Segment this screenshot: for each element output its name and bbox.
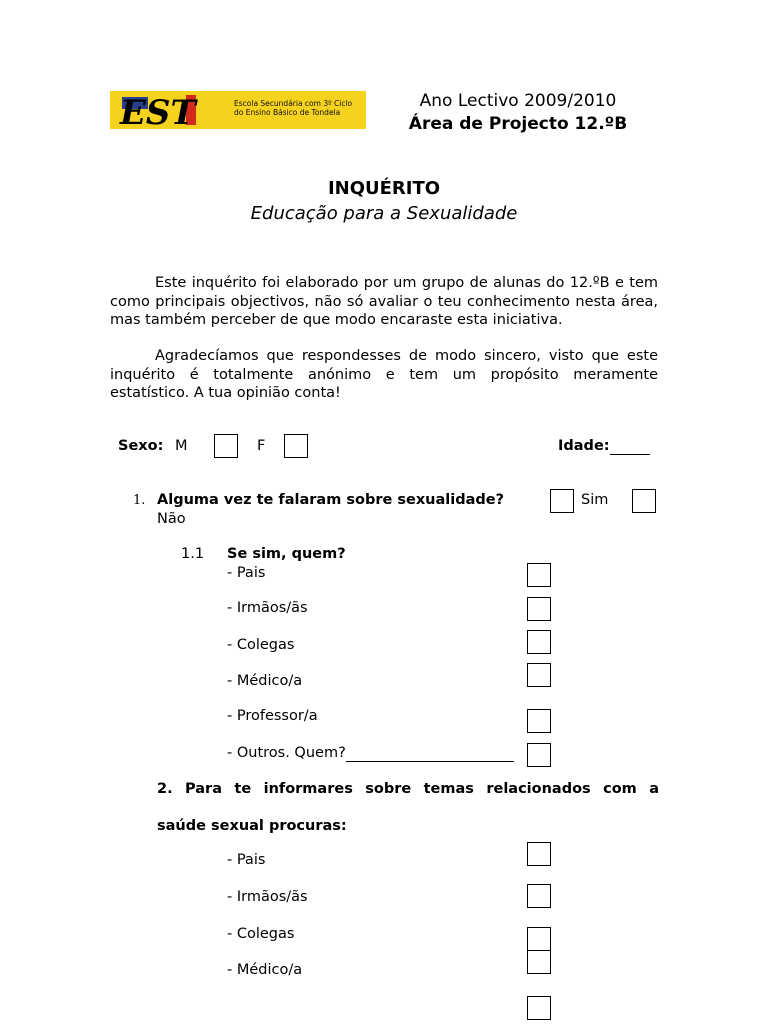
sex-m-label: M <box>175 438 188 454</box>
q1-text: Alguma vez te falaram sobre sexualidade? <box>157 492 505 508</box>
q1-1-irmaos-checkbox[interactable] <box>527 597 551 621</box>
page-title: INQUÉRITO <box>327 178 441 199</box>
q1-1-option-outros: - Outros. Quem? <box>227 745 514 762</box>
logo-school-name: Escola Secundária com 3º Ciclo do Ensino Básico de Tondela <box>234 99 353 117</box>
sex-f-checkbox[interactable] <box>284 434 308 458</box>
q2-option-pais: - Pais <box>227 852 266 868</box>
sex-m-checkbox[interactable] <box>214 434 238 458</box>
q2-option-medico: - Médico/a <box>227 962 303 978</box>
project-class: Área de Projecto 12.ºB <box>408 114 628 134</box>
q1-1-option-medico: - Médico/a <box>227 673 303 689</box>
q2-option-irmaos: - Irmãos/ãs <box>227 889 308 905</box>
q1-1-option-irmaos: - Irmãos/ãs <box>227 600 308 616</box>
q1-1-text: Se sim, quem? <box>227 546 346 562</box>
q1-nao-label: Não <box>157 511 186 527</box>
q1-1-professor-checkbox[interactable] <box>527 709 551 733</box>
intro-paragraph-2: Agradecíamos que respondesses de modo sincero, visto que este inquérito é totalmente anónimo e tem um propósito meramente estatístico. A tua opinião conta! <box>110 348 658 401</box>
q1-1-option-colegas: - Colegas <box>227 637 295 653</box>
svg-text:EST: EST <box>120 93 196 129</box>
q1-1-medico-checkbox[interactable] <box>527 663 551 687</box>
intro-paragraph-1: Este inquérito foi elaborado por um grupo de alunas do 12.ºB e tem como principais objectivos, não só avaliar o teu conhecimento nesta área, mas também perceber de que modo encaraste esta iniciativa. <box>110 275 658 328</box>
q2-colegas-checkbox[interactable] <box>527 927 551 951</box>
age-input[interactable] <box>610 438 650 455</box>
q2-medico-checkbox[interactable] <box>527 950 551 974</box>
q1-1-pais-checkbox[interactable] <box>527 563 551 587</box>
age-label: Idade: <box>558 438 650 455</box>
q2-option-colegas: - Colegas <box>227 926 295 942</box>
q2-text-line2: saúde sexual procuras: <box>157 818 347 834</box>
q1-1-number: 1.1 <box>181 546 205 562</box>
est-logo-icon <box>114 91 232 129</box>
q2-pais-checkbox[interactable] <box>527 842 551 866</box>
page-subtitle: Educação para a Sexualidade <box>250 203 518 224</box>
school-year: Ano Lectivo 2009/2010 <box>419 91 617 111</box>
sex-label: Sexo: <box>118 438 164 454</box>
school-logo <box>110 91 366 129</box>
q1-1-colegas-checkbox[interactable] <box>527 630 551 654</box>
q2-irmaos-checkbox[interactable] <box>527 884 551 908</box>
q1-sim-checkbox[interactable] <box>550 489 574 513</box>
q2-text-line1: 2. Para te informares sobre temas relacionados com a <box>157 781 659 797</box>
q1-1-outros-input[interactable] <box>346 745 514 762</box>
q1-1-option-pais: - Pais <box>227 565 266 581</box>
q1-sim-label: Sim <box>581 492 609 508</box>
q1-number: 1. <box>133 493 146 508</box>
q1-nao-checkbox[interactable] <box>632 489 656 513</box>
q1-1-option-professor: - Professor/a <box>227 708 318 724</box>
q1-1-outros-checkbox[interactable] <box>527 743 551 767</box>
sex-f-label: F <box>257 438 266 454</box>
q2-next-checkbox[interactable] <box>527 996 551 1020</box>
